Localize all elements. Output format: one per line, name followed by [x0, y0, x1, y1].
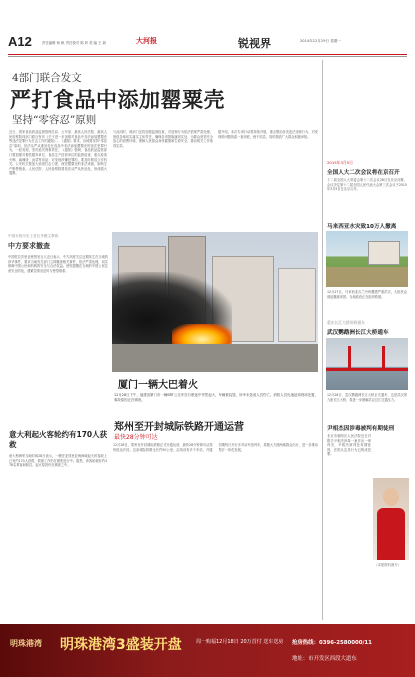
sidebar-item4-title: 尹相杰因涉毒被判有期徒刑 [327, 426, 395, 432]
sidebar-item3-title: 武汉鹦鹉洲长江大桥通车 [327, 330, 389, 336]
flood-building [368, 241, 400, 265]
rail-subtitle: 最快28分钟可达 [114, 434, 158, 441]
page-meta: 责任编辑 杨 帆 责任校对 陈 妍 美 编 王 斌 [42, 41, 106, 45]
sidebar-item4-body: 北京市朝阳区人民法院近日对歌手尹相杰涉毒一案作出一审判决，尹相杰被判处有期徒刑，法院认定其行为已构成犯罪。 [327, 434, 371, 457]
header-rule-thin [8, 56, 407, 57]
sidebar-item3-body: 12月28日，武汉鹦鹉洲长江大桥正式通车，这是武汉第九座长江大桥，将进一步缓解武汉过江交通压力。 [327, 393, 407, 402]
ad-headline: 明珠港湾3盛装开盘 [60, 637, 182, 653]
page-number: A12 [8, 34, 32, 49]
rail-body: 12月28日，郑州至开封城际铁路正式开通运营，最快28分钟即可从郑州抵达开封。这条城际铁路全长约50公里，沿线设有多个车站，开通初期每日开行多对动车组列车，将极大方便两地群众出行，进一步推动郑汴一体化发展。 [113, 443, 318, 452]
flood-photo [326, 231, 408, 287]
road [112, 344, 318, 372]
rail-title: 郑州至开封城际铁路开通运营 [114, 422, 244, 433]
sidebar-item2-body: 12月27日，马来西亚吉兰丹州遭遇严重洪灾，大批民众被迫撤离家园，当地政府正在组织救援。 [327, 290, 407, 299]
section-title: 锐视界 [238, 37, 271, 50]
header-date: 2014年12月29日 星期一 [300, 39, 341, 43]
building-far [278, 268, 316, 342]
news2-title: 意大利起火客轮约有170人获救 [9, 430, 108, 449]
sidebar-item1-body: 十二届全国人大常委会第十二次会议28日在北京闭幕，会议决定第十二届全国人民代表大会第三次会议于2015年3月5日在北京召开。 [327, 178, 407, 192]
header-rule [8, 54, 407, 55]
blurb-box [8, 232, 108, 432]
sidebar-item2-title: 马来西亚水灾致10万人撤离 [327, 224, 397, 230]
bridge-tower-right [382, 346, 385, 370]
brand-name: 大河报 [136, 36, 157, 45]
lead-kicker: 4部门联合发文 [12, 72, 82, 84]
fire-flames [172, 324, 232, 346]
lead-subhead: 坚持“零容忍”原则 [12, 114, 97, 126]
right-col-body: 据介绍，本次专项行动将持续开展，重点整治各类违法违规行为，对发现的问题线索一查到底，绝不姑息，同时鼓励广大群众积极举报。 [218, 130, 318, 139]
sidebar-item3-kicker: 重庆长江大桥即将通车 [327, 320, 365, 325]
blurb-kicker: 中国女排历史上首位外籍主教练 [8, 234, 59, 238]
portrait-caption: （本报资料照片） [374, 563, 402, 567]
mid-col-body: 与此同时，两部门还将加强监督检查，对违规行为依法依规严肃处理，督促各地切实落实主体责任，确保各项措施落到实处，为群众营造安全放心的消费环境，保障人民群众身体健康和生命安全，推动相关工作取得实效。 [113, 130, 213, 148]
brand-logo [136, 36, 157, 46]
portrait-head [383, 488, 399, 506]
ad-brand: 明珠港湾 [10, 639, 42, 648]
sidebar-item1-title: 全国人大二次会议将在京召开 [327, 170, 400, 176]
bridge-deck [326, 368, 408, 371]
flood-water [326, 267, 408, 287]
bus-fire-photo [112, 232, 318, 372]
lead-headline: 严打食品中添加罂粟壳 [10, 88, 225, 112]
blurb-title: 中方要求撤查 [8, 242, 50, 250]
blurb-body: 中国驻拉贝里亚使馆发言人近日表示，中方高度关注近期发生在当地的涉华事件，要求当地有关部门立即撤查相关事件，依法严肃处理，切实保障中国公民和机构的安全与合法权益。使馆提醒在当地的中国公民注意安全防范，遇紧急情况及时与使馆联系。 [8, 255, 108, 273]
sidebar-divider [322, 60, 323, 620]
ad-banner [0, 624, 415, 677]
bridge-tower-left [348, 346, 351, 370]
bridge-photo [326, 338, 408, 390]
news2-body: 意大利海军当地时间28日表示，一艘在亚得里亚海海域起火的客轮上已有约170人获救，救援工作仍在紧张进行中。据悉，该客轮载有约478名乘客和船员，起火原因仍在调查之中。 [9, 454, 107, 468]
portrait-body [377, 508, 405, 560]
ad-detail1: 周一购福12月18日 20万首付 送车送房 [196, 639, 284, 645]
ad-detail2: 抢房热线：0396-2580000/11 [292, 640, 372, 646]
sidebar-item1-kicker: 2015年3月5日 [327, 160, 353, 165]
ad-detail3: 地址：市开发区西段大道东 [292, 656, 357, 662]
fire-caption: 12月28日下午，福建省厦门市一辆BRT公交车在行驶途中突然起火，车辆被烧毁，所幸未造成人员伤亡。消防人员迅速赶到现场处置，事故原因正在调查。 [114, 393, 318, 402]
portrait-photo [373, 478, 409, 560]
lead-body: 近日，国家食品药品监督管理总局、公安部、最高人民法院、最高人民检察院四部门联合发布《关于进一步加强对食品中非法添加罂粟壳等违法犯罪行为打击工作的通知》。《通知》要求，各地要坚持“零容忍”原则，依法从严从重惩处在食品中非法添加罂粟壳的违法犯罪行为，一经发现，坚决追究刑事责任。《通知》强调，食品药品监管部门要加强对餐饮服务单位、食品生产经营单位的监督检查，重点检查火锅、麻辣烫、卤菜等食品；对发现涉嫌犯罪的，要及时移送公安机关。公安机关要加大侦查打击力度，深挖罂粟壳的非法来源，斩断生产销售链条。人民法院、人民检察院要依法从严从快惩处，形成强大震慑。 [9, 130, 107, 176]
fire-caption-title: 厦门一辆大巴着火 [118, 380, 198, 391]
